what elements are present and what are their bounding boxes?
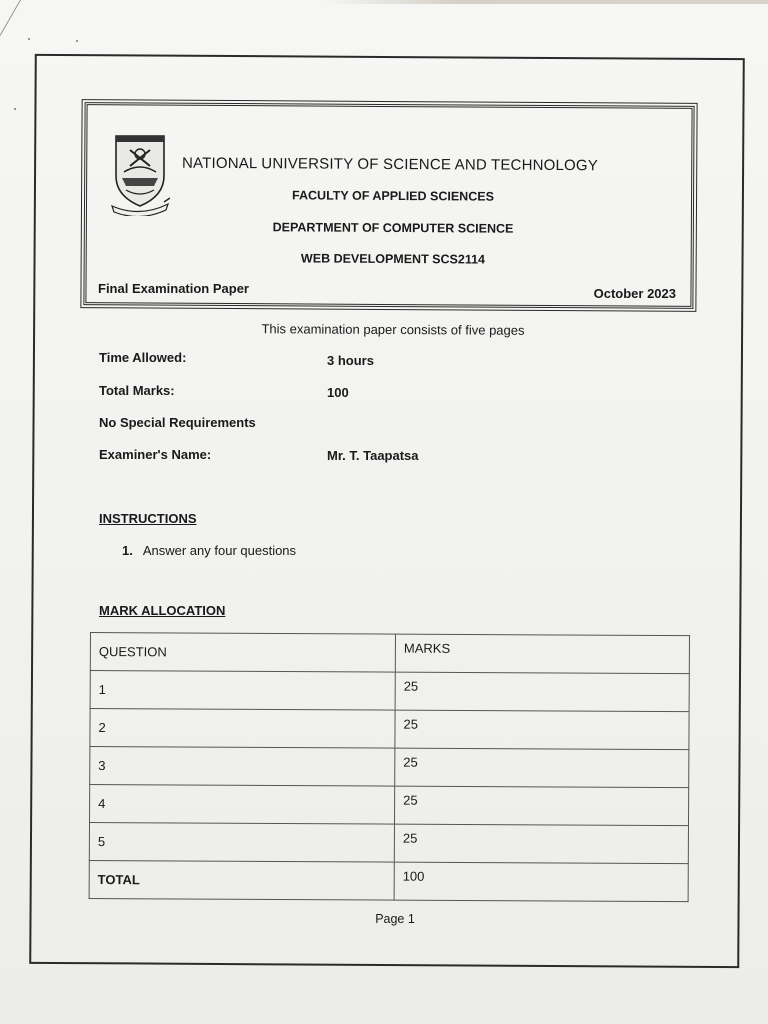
paper-type: Final Examination Paper (98, 281, 249, 296)
instruction-text: Answer any four questions (142, 543, 297, 558)
faculty-name: FACULTY OF APPLIED SCIENCES (292, 188, 494, 204)
marks-cell: 25 (395, 672, 689, 712)
time-allowed-label: Time Allowed: (99, 350, 187, 365)
mark-allocation-heading: MARK ALLOCATION (99, 603, 226, 618)
scan-speck (28, 38, 30, 40)
scan-speck (14, 108, 16, 110)
question-cell: 1 (90, 671, 395, 711)
marks-cell: 25 (395, 748, 689, 788)
scan-speck (76, 40, 78, 42)
marks-cell: 25 (394, 786, 688, 826)
instructions-heading: INSTRUCTIONS (99, 511, 197, 526)
table-row (89, 823, 688, 864)
table-row (90, 709, 689, 750)
examiner-label: Examiner's Name: (99, 447, 212, 462)
instruction-number: 1. (122, 543, 133, 558)
department-name: DEPARTMENT OF COMPUTER SCIENCE (272, 220, 514, 236)
marks-cell: 25 (394, 824, 688, 864)
exam-date: October 2023 (593, 286, 676, 301)
column-header-question: QUESTION (90, 633, 395, 673)
table-row (90, 785, 689, 826)
instruction-item (122, 543, 296, 558)
total-marks-label: Total Marks: (99, 383, 175, 398)
total-marks-value: 100 (327, 385, 349, 400)
mark-allocation-table (89, 632, 690, 902)
examiner-value: Mr. T. Taapatsa (327, 448, 419, 463)
table-row (90, 671, 689, 712)
pages-note: This examination paper consists of five pages (261, 321, 525, 338)
column-header-marks: MARKS (395, 634, 689, 674)
question-cell: 2 (90, 709, 395, 749)
time-allowed-value: 3 hours (327, 353, 374, 368)
header-box (83, 102, 694, 309)
total-value-cell: 100 (394, 862, 688, 902)
marks-cell: 25 (395, 710, 689, 750)
university-name: NATIONAL UNIVERSITY OF SCIENCE AND TECHNOLOGY (181, 154, 599, 175)
page-number: Page 1 (375, 912, 415, 926)
question-cell: 4 (90, 785, 395, 825)
table-header-row (90, 633, 689, 674)
university-crest-icon (110, 132, 170, 216)
table-row (90, 747, 689, 788)
question-cell: 3 (90, 747, 395, 787)
scan-edge-shadow (320, 0, 768, 4)
total-label-cell: TOTAL (89, 860, 394, 900)
course-title: WEB DEVELOPMENT SCS2114 (300, 251, 486, 267)
special-requirements: No Special Requirements (99, 415, 256, 430)
table-total-row (89, 860, 688, 901)
scan-pencil-mark (0, 0, 45, 38)
question-cell: 5 (89, 823, 394, 863)
